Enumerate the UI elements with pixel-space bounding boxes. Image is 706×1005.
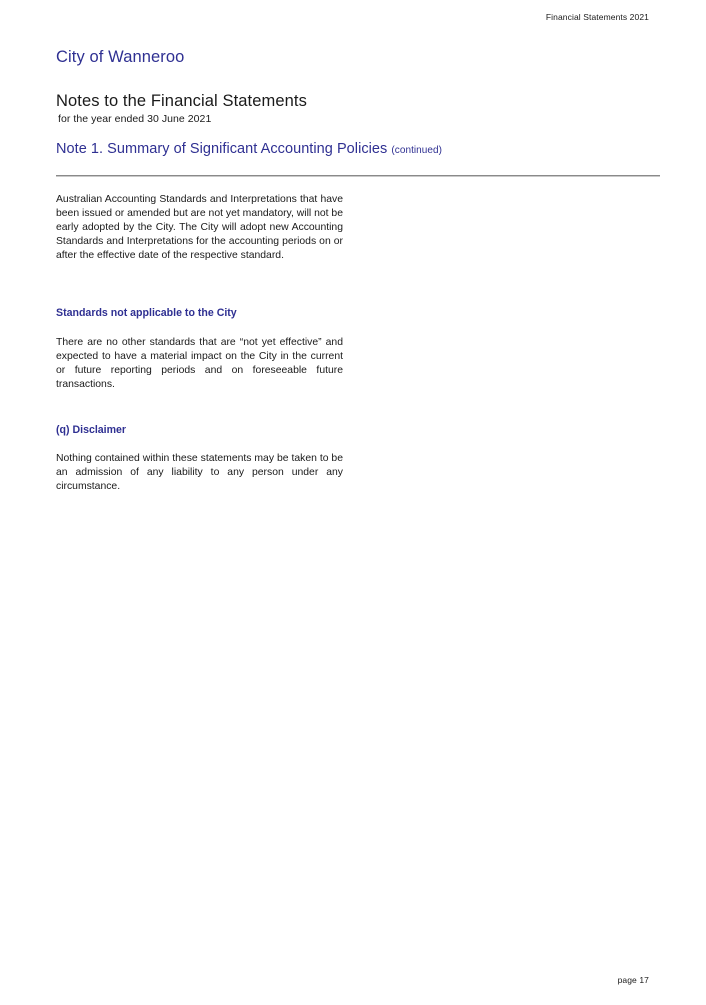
standards-heading-block	[56, 306, 343, 320]
page-title: Notes to the Financial Statements	[56, 92, 307, 110]
note-heading	[56, 141, 442, 157]
reporting-period-subtitle: for the year ended 30 June 2021	[58, 113, 212, 125]
note-continued-label: (continued)	[391, 145, 443, 156]
disclaimer-body-block	[56, 452, 343, 494]
standards-not-applicable-paragraph: There are no other standards that are “not yet effective” and expected to have a material impact on the City in the current or future reporting periods and on foreseeable future transactions.	[56, 337, 343, 391]
disclaimer-paragraph: Nothing contained within these statements may be taken to be an admission of any liability to any person under any circumstance.	[56, 453, 343, 493]
standards-not-applicable-heading: Standards not applicable to the City	[56, 307, 237, 319]
standards-body-block	[56, 336, 343, 392]
note-heading-text: Note 1. Summary of Significant Accounting Policies	[56, 141, 388, 157]
entity-title: City of Wanneroo	[56, 48, 185, 66]
disclaimer-heading: (q) Disclaimer	[56, 424, 127, 436]
heading-divider	[56, 175, 660, 177]
page-number-footer: page 17	[617, 975, 649, 985]
running-header: Financial Statements 2021	[545, 12, 649, 22]
intro-block	[56, 193, 343, 263]
intro-paragraph: Australian Accounting Standards and Interpretations that have been issued or amended but are not yet mandatory, will not be early adopted by the City. The City will adopt new Accounting Standards and Interpretations for the accounting periods on or after the effective date of the respective standard.	[56, 194, 343, 262]
disclaimer-heading-block	[56, 423, 343, 437]
